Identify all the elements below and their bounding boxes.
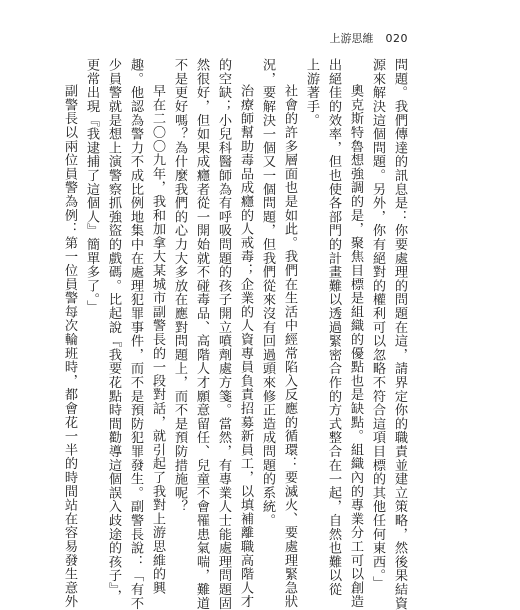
text-line: 源來解決這個問題。另外，你有絕對的權利可以忽略不符合這項目標的其他任何東西。」: [370, 58, 385, 590]
text-line: 的空缺；小兒科醫師為有呼吸問題的孩子開立噴劑處方箋。當然，有專業人士能處理問題固: [216, 58, 231, 610]
paragraph-first-line: 奧克斯特魯想強調的是，聚焦目標是組織的優點也是缺點。組織內的專業分工可以創造: [348, 84, 363, 609]
text-line: 更常出現『我逮捕了這個人』簡單多了。」: [84, 58, 99, 314]
text-line: 趣。他認為警力不成比例地集中在處理犯罪事件，而不是預防犯罪發生。副警長說：「有不: [128, 58, 143, 610]
paragraph-first-line: 早在二〇〇九年，我和加拿大某城市副警長的一段對話，就引起了我對上游思維的興: [150, 84, 165, 595]
body-text: [62, 58, 410, 610]
text-line: 問題。我們傳達的訊息是：你要處理的問題在這，請界定你的職責並建立策略，然後果結資: [392, 58, 407, 610]
text-line: 不是更好嗎？為什麼我們的心力大多放在應對問題上，而不是預防措施呢？: [172, 58, 187, 514]
text-line: 然很好，但如果成癮者從一開始就不碰毒品、高階人才願意留任、兒童不會罹患氣喘，難道: [194, 58, 209, 610]
text-line: 出絕佳的效率，但也使各部門的計畫難以透過緊密合作的方式整合在一起，自然也難以從: [326, 58, 341, 597]
running-title: 上游思維: [329, 32, 374, 45]
text-line: 上游著手。: [304, 58, 319, 127]
text-line: 況，要解決一個又一個問題，但我們從來沒有回過頭來修正造成問題的系統。: [260, 58, 275, 528]
paragraph-first-line: 社會的許多層面也是如此。我們在生活中經常陷入反應的循環：要滅火、要處理緊急狀: [282, 84, 297, 609]
page-header: [330, 30, 409, 46]
paragraph-first-line: 治療師幫助毒品成癮的人戒毒；企業的人資專員負責招募新員工，以填補離職高階人才: [238, 84, 253, 609]
page-number: 020: [385, 32, 408, 45]
paragraph-first-line: 副警長以兩位員警為例：第一位員警每次輪班時，都會花一半的時間站在容易發生意外: [62, 84, 77, 609]
text-line: 少員警就是想上演警察抓強盜的戲碼。比起說『我要花點時間勸導這個誤入歧途的孩子』，: [106, 58, 121, 604]
